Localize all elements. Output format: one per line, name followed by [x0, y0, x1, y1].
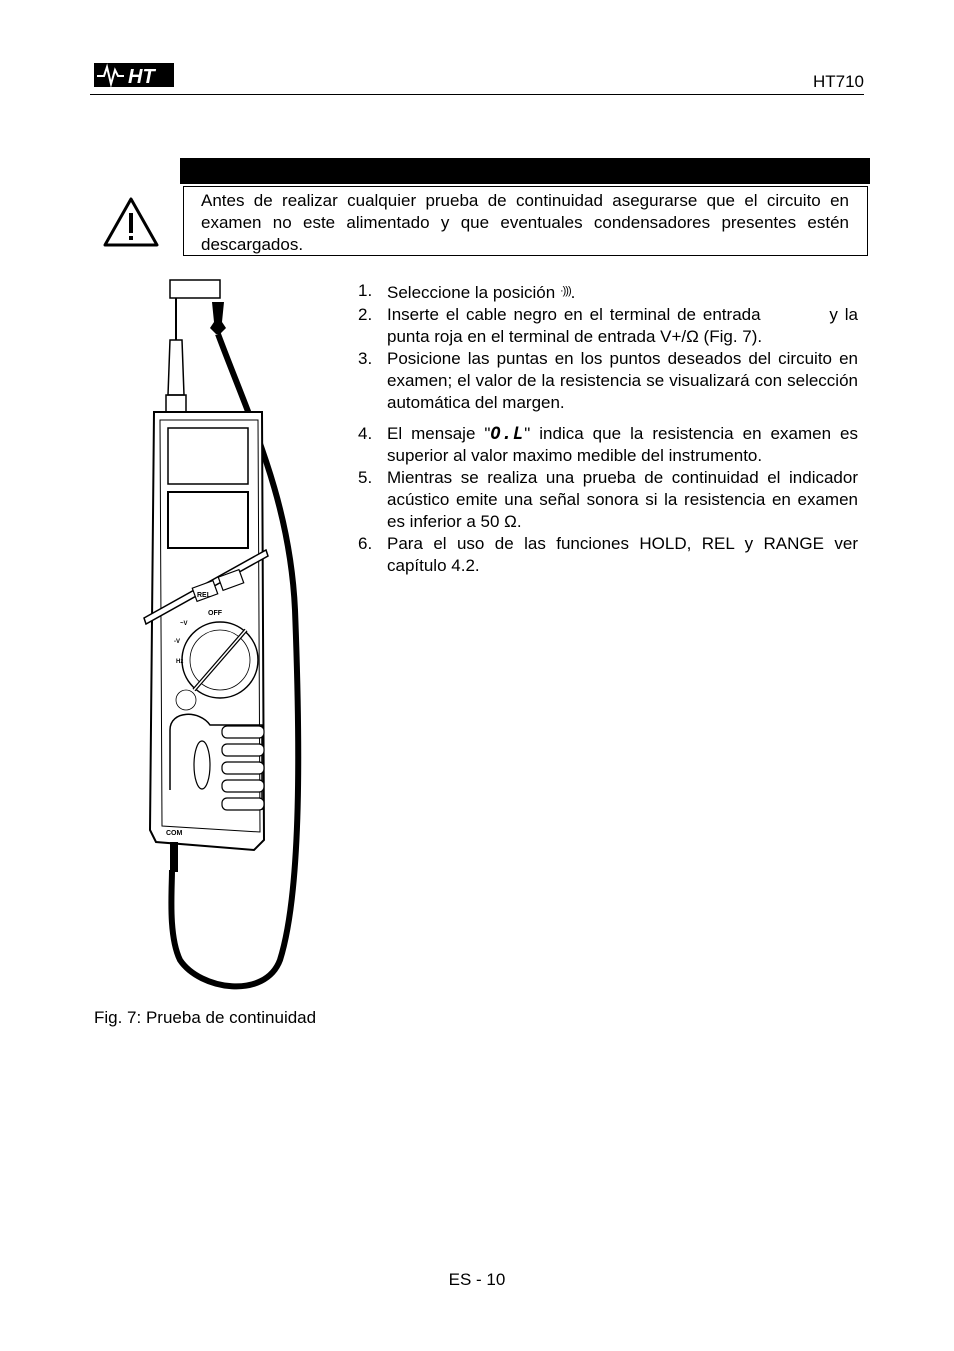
step-3 — [354, 348, 858, 414]
ht-logo — [94, 62, 174, 88]
overload-display-glyph: O.L — [490, 424, 525, 444]
procedure-steps — [354, 280, 863, 577]
step-1: 1. Seleccione la posición ·))). — [358, 281, 576, 302]
rel-label: REL — [197, 592, 211, 599]
model-name: HT710 — [812, 72, 864, 91]
step-number: 5. — [358, 468, 373, 487]
step-4: 4. El mensaje "O.L" indica que la resistencia en examen es superior al valor maximo medible del instrumento. — [358, 424, 858, 465]
step-text: Para el uso de las funciones HOLD, REL y RANGE ver capítulo 4.2. — [387, 534, 858, 575]
step-text: Posicione las puntas en los puntos deseados del circuito en examen; el valor de la resistencia se visualizará con selección automática del margen. — [387, 349, 858, 412]
com-label: COM — [166, 830, 183, 837]
step-number: 3. — [358, 349, 373, 368]
hz-label: Hz — [176, 659, 184, 665]
com-plug — [170, 842, 178, 872]
upper-panel — [168, 428, 248, 484]
step-5 — [354, 467, 858, 533]
vdc-label: ~V — [180, 621, 188, 627]
figure-caption: Fig. 7: Prueba de continuidad — [94, 1008, 317, 1027]
step-6 — [354, 533, 858, 577]
multimeter-illustration — [130, 270, 310, 995]
black-probe-tip — [210, 302, 226, 334]
step-number: 1. — [358, 281, 373, 300]
step-number: 4. — [358, 424, 373, 443]
continuity-sound-icon: ·))) — [559, 285, 571, 297]
warning-triangle-icon — [102, 196, 160, 248]
section-title-bar — [180, 158, 870, 184]
off-label: OFF — [208, 610, 222, 617]
step-text: Seleccione la posición — [387, 283, 556, 302]
vac-label: -V — [174, 639, 180, 645]
step-2 — [354, 304, 863, 348]
probe-cap — [170, 280, 220, 298]
step-text: Inserte el cable negro en el terminal de entrada y la punta roja en el terminal de entrada V+/Ω (Fig. 7). — [387, 305, 863, 346]
lcd-display — [168, 492, 248, 548]
step-number: 6. — [358, 534, 373, 553]
step-number: 2. — [358, 305, 373, 324]
step-text: Mientras se realiza una prueba de continuidad el indicador acústico emite una señal sonora si la resistencia en examen es inferior a 50 Ω. — [387, 468, 858, 531]
step-text: El mensaje " — [387, 424, 491, 443]
page-number: ES - 10 — [448, 1270, 506, 1289]
header-divider — [90, 94, 864, 95]
warning-text: Antes de realizar cualquier prueba de continuidad asegurarse que el circuito en examen no este alimentado y que eventuales condensadores presentes estén descargados. — [201, 191, 849, 254]
logo-text: HT — [128, 66, 155, 88]
